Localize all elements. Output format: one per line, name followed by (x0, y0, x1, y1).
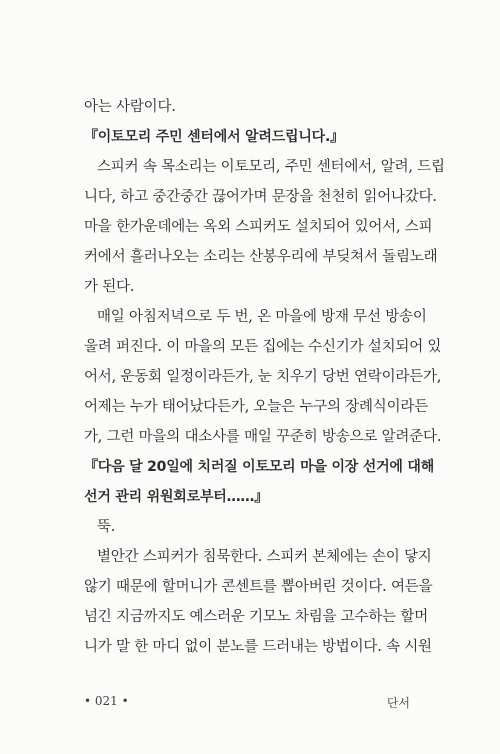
text-line: 않기 때문에 할머니가 콘센트를 뽑아버린 것이다. 여든을 (84, 579, 433, 595)
text-line: 커에서 흘러나오는 소리는 산봉우리에 부딪쳐서 돌림노래 (84, 249, 438, 265)
chapter-title: 단서 (386, 696, 410, 710)
text-line: 니다, 하고 중간중간 끊어가며 문장을 천천히 읽어나갔다. (84, 189, 437, 205)
text-line: 마을 한가운데에는 옥외 스피커도 설치되어 있어서, 스피 (84, 219, 433, 235)
text-line: 넘긴 지금까지도 예스러운 기모노 차림을 고수하는 할머 (84, 609, 429, 625)
body-text (84, 92, 445, 662)
page-footer (0, 694, 500, 714)
text-line: 스피커 속 목소리는 이토모리, 주민 센터에서, 알려, 드립 (97, 159, 445, 175)
announcement-line: 『이토모리 주민 센터에서 알려드립니다.』 (84, 129, 344, 145)
text-line: 뚝. (97, 519, 116, 535)
text-line: 가, 그런 마을의 대소사를 매일 꾸준히 방송으로 알려준다. (84, 429, 442, 445)
text-line: 가 된다. (84, 279, 135, 295)
text-line: 매일 아침저녁으로 두 번, 온 마을에 방재 무선 방송이 (97, 309, 427, 325)
text-line: 어서, 운동회 일정이라든가, 눈 치우기 당번 연락이라든가, (84, 369, 442, 385)
announcement-line: 『다음 달 20일에 치러질 이토모리 마을 이장 선거에 대해 (84, 459, 435, 475)
text-line: 아는 사람이다. (84, 99, 176, 115)
text-line: 울려 퍼진다. 이 마을의 모든 집에는 수신기가 설치되어 있 (84, 339, 442, 355)
page-number: • 021 • (84, 694, 129, 708)
text-line: 별안간 스피커가 침묵한다. 스피커 본체에는 손이 닿지 (97, 549, 432, 565)
announcement-line: 선거 관리 위원회로부터……』 (84, 489, 268, 505)
text-line: 니가 말 한 마디 없이 분노를 드러내는 방법이다. 속 시원 (84, 639, 432, 655)
text-line: 어제는 누가 태어났다든가, 오늘은 누구의 장례식이라든 (84, 399, 429, 415)
